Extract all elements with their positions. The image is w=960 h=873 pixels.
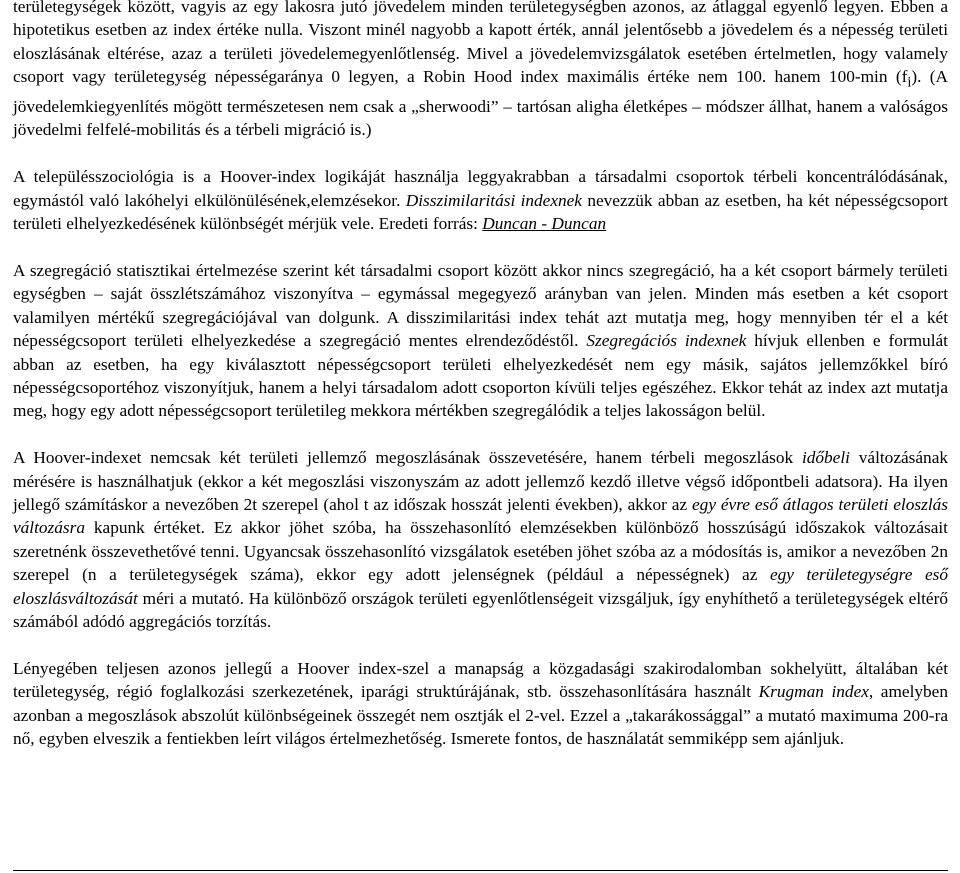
emphasis: időbeli [801, 448, 850, 468]
text-segment: hívjuk ellenben e formulát abban az esetben, ha egy kiválasztott népességcsoport területi elhelyezkedését nem egy másik, sajátos jellemzőkkel bíró népességcsoportéhoz viszonyítjuk, hanem a helyi társadalom adott csoporton kívüli teljes egészéhez. Ekkor tehát az index azt mutatja meg, hogy egy adott népességcsoport területileg mekkora mértékben szegregálódik a teljes lakosságon belül. [13, 331, 948, 421]
emphasis: egy területegységre eső eloszlásváltozását [13, 565, 948, 608]
source-link[interactable]: Duncan - Duncan [482, 214, 607, 234]
paragraph-gap [13, 633, 948, 656]
paragraph-szegregacio [13, 259, 948, 423]
emphasis: Szegregációs indexnek [586, 331, 747, 351]
text-segment: kapunk értéket. Ez akkor jöhet szóba, ha összehasonlító elemzésekben különböző hosszúságú időszakok változásait szeretnénk összevethetővé tenni. Ugyancsak összehasonlító vizsgálatok esetében jöhet szóba az a módosítás is, amikor a nevezőben 2n szerepel (n a területegységek száma), ekkor egy adott jelenségnek (például a népességnek) az [13, 518, 948, 585]
paragraph-gap [13, 423, 948, 446]
paragraph-hoover-index [13, 446, 948, 633]
text-segment: A Hoover-indexet nemcsak két területi jellemző megoszlásának összevetésére, hanem térbeli megoszlások [13, 448, 802, 468]
bottom-divider [13, 870, 948, 871]
paragraph-gap [13, 236, 948, 259]
text-segment: , amelyben azonban a megoszlások abszolút különbségeinek összegét nem osztják el 2-vel. Ezzel a „takarákossággal” a mutató maximuma 200-ra nő, egyben elveszik a fentiekben leírt világos értelmezhetőség. Ismerete fontos, de használatát semmiképp sem ajánljuk. [13, 682, 948, 748]
paragraph-krugman-index [13, 657, 948, 751]
text-segment: változásának mérésére is használhatjuk (ekkor a két megoszlási viszonyszám az adott jellemző kezdő illetve végső időpontbeli adatsora). Ha ilyen jellegő számításkor a nevezőben 2t szerepel (ahol t az időszak hosszát jelenti években), akkor az [13, 448, 949, 514]
text-segment: méri a mutató. Ha különböző országok területi egyenlőtlenségeit vizsgáljuk, így enyhíthető a területegységek eltérő számából adódó aggregációs torzítás. [13, 588, 948, 631]
emphasis: egy évre eső átlagos területi eloszlás változásra [13, 494, 948, 538]
text-segment: területegységek között, vagyis az egy lakosra jutó jövedelem minden területegységben azonos, az átlaggal egyenlő legyen. Ebben a hipotetikus esetben az index értéke nulla. Viszont minél nagyobb a kapott érték, annál jelentősebb a jövedelem és a népesség területi eloszlásának eltérése, azaz a területi jövedelemegyenlőtlenség. Mivel a jövedelemvizsgálatok esetében értelmetlen, hogy valamely csoport vagy területegység népességaránya 0 legyen, a Robin Hood index maximális értéke nem 100. hanem 100-min (f [13, 0, 948, 87]
text-segment: Lényegében teljesen azonos jellegű a Hoover index-szel a manapság a közgadasági szakirodalomban sokhelyütt, általában két területegység, régió foglalkozási szerkezetének, iparági struktúrájának, stb. összehasonlítására használt [13, 658, 948, 702]
subscript: i [907, 74, 912, 91]
text-segment: ). (A jövedelemkiegyenlítés mögött természetesen nem csak a „sherwoodi” – tartósan aligha életképes – módszer állhat, hanem a valóságos jövedelmi felfelé-mobilitás és a térbeli migráció is.) [13, 67, 948, 140]
paragraph-robin-hood [13, 0, 948, 142]
text-segment: A településszociológia is a Hoover-index logikáját használja leggyakrabban a társadalmi csoportok térbeli koncentrálódásának, egymástól való lakóhelyi elkülönülésének,elemzésekor. [13, 167, 948, 210]
emphasis: Disszimilaritási indexnek [405, 190, 582, 210]
paragraph-telepulesszociologia [13, 165, 948, 235]
text-segment: A szegregáció statisztikai értelmezése szerint két társadalmi csoport között akkor nincs szegregáció, ha a két csoport bármely területi egységben – saját összlétszámához viszonyítva – egymással megegyező arányban van jelen. Minden más esetben a két csoport valamilyen mértékű szegregációjával van dolgunk. A disszimilaritási index tehát azt mutatja meg, hogy mennyiben tér el a két népességcsoport területi elhelyezkedése a szegregáció mentes elrendeződéstől. [13, 260, 948, 351]
emphasis: Krugman index [758, 682, 869, 702]
paragraph-gap [13, 142, 948, 165]
text-segment: nevezzük abban az esetben, ha két népességcsoport területi elhelyezkedésének különbségét mérjük vele. Eredeti forrás: [13, 190, 948, 234]
